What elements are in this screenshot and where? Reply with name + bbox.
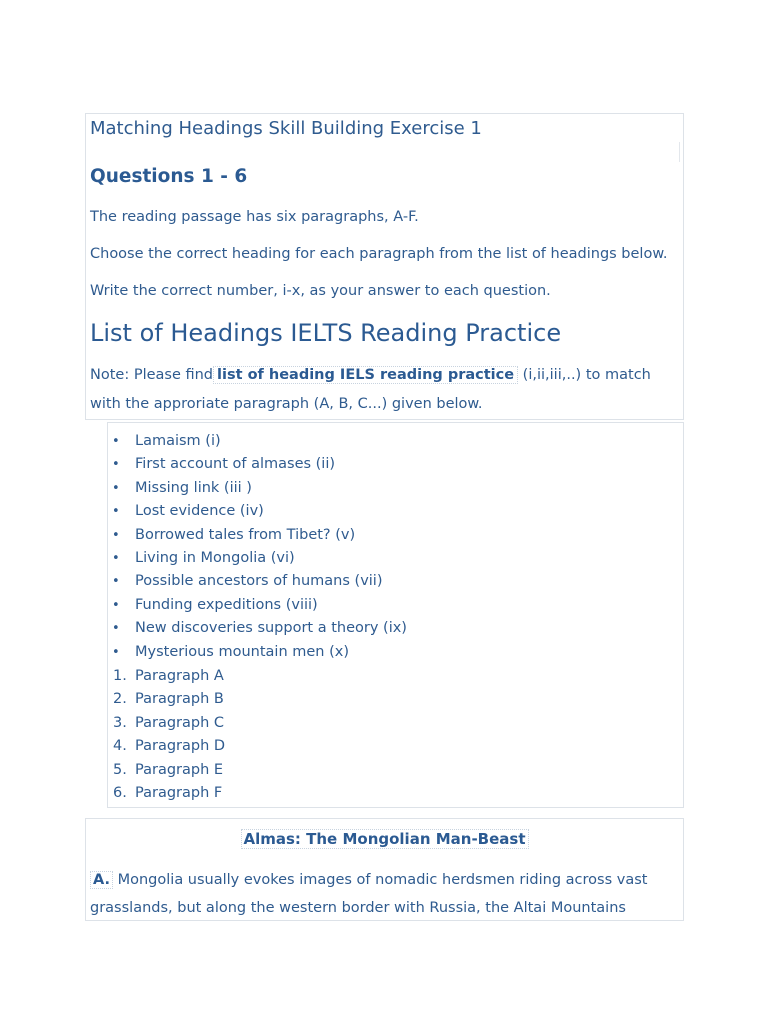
instruction-choose: Choose the correct heading for each paragraph from the list of headings below.	[90, 246, 668, 262]
questions-heading: Questions 1 - 6	[90, 166, 248, 187]
passage-title: Almas: The Mongolian Man-Beast	[85, 830, 684, 848]
list-item: 1. Paragraph A	[113, 668, 224, 684]
bullet-icon: •	[112, 527, 120, 543]
list-item: • Possible ancestors of humans (vii)	[110, 570, 407, 593]
list-item: • First account of almases (ii)	[110, 453, 407, 476]
list-item: • Borrowed tales from Tibet? (v)	[110, 524, 407, 547]
bullet-icon: •	[112, 597, 120, 613]
instruction-write: Write the correct number, i-x, as your answer to each question.	[90, 283, 551, 299]
paragraph-question-list	[110, 665, 225, 805]
passage-paragraph-a	[90, 866, 675, 922]
bullet-icon: •	[112, 644, 120, 660]
bullet-icon: •	[112, 434, 120, 449]
paragraph-text: Mongolia usually evokes images of nomadic herdsmen riding across vast grasslands, but along the western border with Russia, the Altai Mountains	[90, 872, 648, 916]
list-item: 2. Paragraph B	[113, 691, 224, 708]
list-item: • Funding expeditions (viii)	[110, 594, 407, 617]
list-item: 5. Paragraph E	[113, 761, 224, 778]
bullet-icon: •	[112, 574, 120, 590]
list-item: 3. Paragraph C	[113, 714, 225, 731]
bullet-icon: •	[112, 457, 120, 473]
list-item: • New discoveries support a theory (ix)	[110, 617, 407, 640]
instruction-paragraphs: The reading passage has six paragraphs, A-F.	[90, 209, 419, 225]
document-title: Matching Headings Skill Building Exercise 1	[90, 118, 482, 139]
list-item: • Mysterious mountain men (x)	[110, 641, 407, 664]
note-line-1	[90, 367, 651, 383]
list-item: • Missing link (iii )	[110, 477, 407, 500]
bullet-icon: •	[112, 621, 120, 637]
bullet-icon: •	[112, 550, 120, 566]
list-item: • Living in Mongolia (vi)	[110, 547, 407, 570]
headings-list	[110, 430, 407, 664]
list-of-heading-link[interactable]: list of heading IELS reading practice	[213, 366, 518, 384]
bullet-icon: •	[112, 504, 120, 520]
list-item: 4. Paragraph D	[113, 738, 226, 755]
list-item: • Lamaism (i)	[110, 430, 407, 453]
note-line-2: with the approriate paragraph (A, B, C...) given below.	[90, 396, 483, 412]
note-prefix: Note: Please find	[90, 367, 214, 383]
list-of-headings-title: List of Headings IELTS Reading Practice	[90, 319, 562, 347]
list-item: • Lost evidence (iv)	[110, 500, 407, 523]
note-suffix: (i,ii,iii,..) to match	[518, 367, 651, 383]
bullet-icon: •	[112, 480, 120, 496]
list-item: 6. Paragraph F	[113, 784, 223, 801]
paragraph-label: A.	[90, 871, 113, 889]
